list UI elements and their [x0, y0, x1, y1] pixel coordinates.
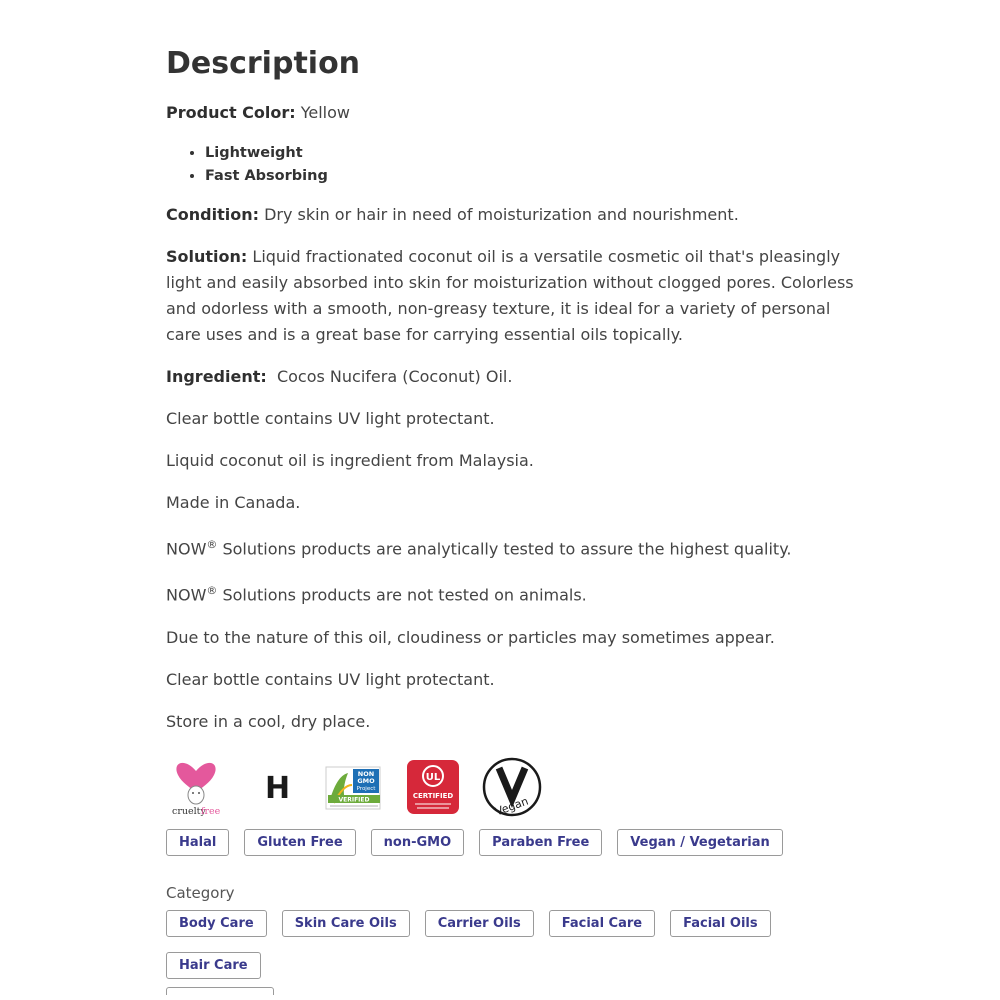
category-label: Category — [166, 883, 235, 902]
condition-label: Condition: — [166, 205, 259, 224]
category-tags — [166, 910, 866, 979]
uv-note-2: Clear bottle contains UV light protectant. — [166, 669, 495, 689]
tag-paraben-free[interactable]: Paraben Free — [479, 829, 602, 856]
ul-certified-icon — [403, 755, 463, 819]
feature-list — [166, 142, 866, 188]
nongmo-line3: Project — [356, 785, 376, 792]
ul-mark: UL — [425, 771, 441, 783]
certification-logos — [166, 755, 866, 819]
product-color — [166, 100, 866, 126]
cloudiness-note: Due to the nature of this oil, cloudiness or particles may sometimes appear. — [166, 627, 775, 647]
non-gmo-project-icon — [324, 755, 384, 819]
uv-note: Clear bottle contains UV light protectant. — [166, 409, 495, 428]
tag-non-gmo[interactable]: non-GMO — [371, 829, 465, 856]
tag-halal[interactable]: Halal — [166, 829, 229, 856]
solution-text: Liquid fractionated coconut oil is a versatile cosmetic oil that's pleasingly light and easily absorbed into skin for moisturization without clogged pores. Colorless and odorless with a smooth, non-greasy texture, it is ideal for a variety of personal care uses and is a great base for carrying essential oils topically. — [166, 247, 854, 344]
solution-label: Solution: — [166, 247, 248, 266]
made-in-note: Made in Canada. — [166, 493, 301, 512]
tag-gluten-free[interactable]: Gluten Free — [244, 829, 355, 856]
halal-icon — [245, 755, 305, 819]
solution — [166, 244, 866, 348]
category-tag-body-care[interactable]: Body Care — [166, 910, 267, 937]
feature-item: • Fast Absorbing — [205, 165, 866, 188]
nongmo-line2: GMO — [357, 776, 375, 785]
category-tag-carrier-oils[interactable]: Carrier Oils — [425, 910, 534, 937]
section-title: Description — [166, 46, 361, 81]
origin-note: Liquid coconut oil is ingredient from Malaysia. — [166, 451, 534, 470]
category-tag-hair-care[interactable]: Hair Care — [166, 952, 261, 979]
storage-note: Store in a cool, dry place. — [166, 711, 371, 731]
attribute-tags — [166, 829, 866, 856]
ingredient-text: Cocos Nucifera (Coconut) Oil. — [266, 367, 513, 386]
vegan-text: Vegan — [493, 794, 531, 819]
quality-note — [166, 532, 866, 562]
brand-name: NOW — [166, 585, 207, 605]
condition — [166, 202, 866, 228]
animal-text: Solutions products are not tested on animals. — [217, 585, 587, 605]
brand-name: NOW — [166, 539, 207, 559]
clipped-tag-row — [166, 987, 866, 995]
ingredient — [166, 364, 866, 390]
category-tag-facial-care[interactable]: Facial Care — [549, 910, 655, 937]
feature-item: • Lightweight — [205, 142, 866, 165]
cruelty-free-icon — [166, 755, 226, 819]
vegan-icon — [482, 755, 542, 819]
cruelty-text: cruelty — [172, 805, 206, 817]
product-color-value: Yellow — [295, 103, 350, 122]
category-tag-facial-oils[interactable]: Facial Oils — [670, 910, 771, 937]
category-tag-skin-care-oils[interactable]: Skin Care Oils — [282, 910, 410, 937]
ingredient-label: Ingredient: — [166, 367, 267, 386]
ul-certified-text: CERTIFIED — [412, 791, 454, 800]
halal-letter: H — [265, 770, 291, 806]
description-section — [166, 44, 866, 995]
nongmo-line1: NON — [357, 769, 375, 778]
quality-text: Solutions products are analytically tested to assure the highest quality. — [217, 539, 792, 559]
category-tag-partial[interactable] — [166, 987, 274, 995]
nongmo-verified: VERIFIED — [338, 796, 370, 804]
condition-text: Dry skin or hair in need of moisturization and nourishment. — [258, 205, 739, 224]
free-text: free — [201, 805, 221, 817]
registered-mark: ® — [206, 584, 218, 598]
registered-mark: ® — [206, 538, 218, 551]
product-color-label: Product Color: — [166, 103, 296, 122]
tag-vegan-vegetarian[interactable]: Vegan / Vegetarian — [617, 829, 782, 856]
animal-note — [166, 578, 866, 608]
